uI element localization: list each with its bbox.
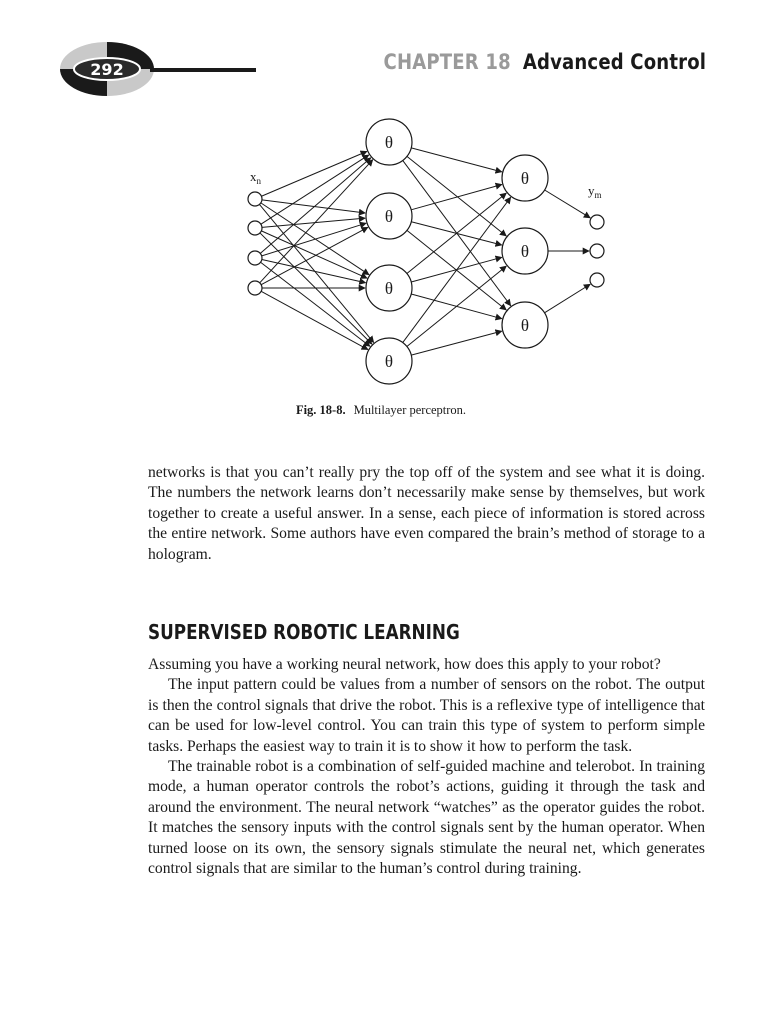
output-node [590,215,604,229]
input-to-hidden-edge [260,160,373,283]
input-to-hidden-edge [262,200,365,213]
node-theta-label: θ [520,169,530,188]
multilayer-perceptron-diagram [236,110,616,392]
running-header [383,50,706,74]
hidden-to-hidden-edge [403,197,511,342]
hidden-to-hidden-edge [407,193,506,273]
header-rule [150,68,256,72]
input-node [248,281,262,295]
figure-number: Fig. 18-8. [295,403,346,417]
output-label: $y_m$ [588,183,602,200]
hidden-to-hidden-edge [411,331,502,355]
node-theta-label: θ [384,133,394,152]
hidden-to-hidden-edge [411,184,502,209]
figure-caption-text: Multilayer perceptron. [353,403,467,417]
output-node [590,273,604,287]
page-number-badge [58,40,156,98]
section-paragraph-3: The trainable robot is a combination of self-guided machine and telerobot. In training mode, a human operator controls the robot’s actions, guiding it through the task and around the environment. The neural network “watches” as the operator guides the robot. It matches the sensory inputs with the control signals sent by the human operator. When turned loose on its own, the sensory signals stimulate the neural net, which generates control signals that are similar to the human’s control during training. [148,758,705,878]
node-theta-label: θ [384,207,394,226]
chapter-title: Advanced Control [522,50,706,74]
node-theta-label: θ [384,352,394,371]
input-to-hidden-edge [261,227,368,284]
input-label: $x_n$ [250,169,261,186]
page-number: 292 [90,60,124,79]
section-paragraph-2: The input pattern could be values from a number of sensors on the robot. The output is then the control signals that drive the robot. This is a reflexive type of intelligence that can be used for low-level control. You can train this type of system to perform simple tasks. Perhaps the easiest way to train it is to show it how to perform the task. [148,676,705,755]
hidden-to-hidden-edge [411,148,502,172]
input-node [248,192,262,206]
input-to-hidden-edge [261,291,368,349]
section-heading: SUPERVISED ROBOTIC LEARNING [148,620,460,644]
input-to-hidden-edge [261,262,370,346]
body-text-block [148,463,705,565]
input-to-hidden-edge [262,223,366,256]
continuation-paragraph: networks is that you can’t really pry the top off of the system and see what it is doing. The numbers the network learns don’t necessarily make sense by themselves, but work together to create a useful answer. In a sense, each piece of information is stored across the entire network. Some authors have even compared the brain’s method of storage to a hologram. [148,464,705,563]
chapter-label: CHAPTER 18 [383,50,511,74]
section-paragraph-1: Assuming you have a working neural network, how does this apply to your robot? [148,656,661,673]
hidden-to-output-edge [545,190,591,218]
output-node [590,244,604,258]
input-node [248,221,262,235]
node-theta-label: θ [384,279,394,298]
figure-caption [0,403,762,418]
input-to-hidden-edge [262,218,365,227]
input-node [248,251,262,265]
hidden-to-hidden-edge [407,266,506,346]
hidden-to-output-edge [545,284,591,313]
input-to-hidden-edge [260,233,372,344]
node-theta-label: θ [520,316,530,335]
section-body [148,655,705,879]
node-theta-label: θ [520,242,530,261]
